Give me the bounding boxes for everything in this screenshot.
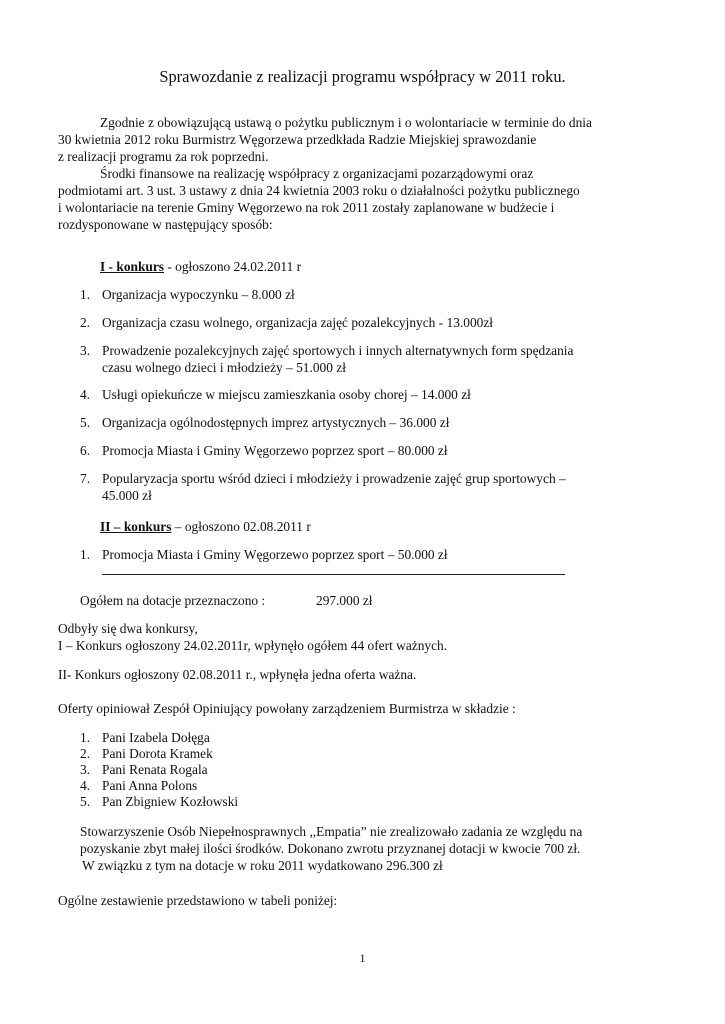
page-number: 1 <box>359 951 366 965</box>
intro-line: z realizacji programu za rok poprzedni. <box>58 149 269 164</box>
funds-line: podmiotami art. 3 ust. 3 ustawy z dnia 24 kwietnia 2003 roku o działalności pożytku publicznego <box>58 183 580 198</box>
total-label: Ogółem na dotacje przeznaczono : <box>80 593 266 608</box>
funds-line: Środki finansowe na realizację współpracy z organizacjami pozarządowymi oraz <box>100 166 534 181</box>
konkurs-2-result: II- Konkurs ogłoszony 02.08.2011 r., wpłynęła jedna oferta ważna. <box>58 667 417 682</box>
intro-line: Zgodnie z obowiązującą ustawą o pożytku publicznym i o wolontariacie w terminie do dnia <box>100 115 592 130</box>
total-value: 297.000 zł <box>316 593 373 608</box>
divider-line <box>102 574 565 575</box>
intro-paragraph <box>58 114 678 165</box>
konkurs-2-heading <box>100 518 311 535</box>
intro-line: 30 kwietnia 2012 roku Burmistrz Węgorzewa przedkłada Radzie Miejskiej sprawozdanie <box>58 132 537 147</box>
funds-line: i wolontariacie na terenie Gminy Węgorzewo na rok 2011 zostały zaplanowane w budżecie i <box>58 200 555 215</box>
empatia-paragraph: Stowarzyszenie Osób Niepełnosprawnych ,,Empatia” nie zrealizowało zadania ze względu na pozyskanie zbyt małej ilości środków. Dokonano zwrotu przyznanej dotacji w kwocie 700 zł. W związku z tym na dotacje w roku 2011 wydatkowano 296.300 zł <box>80 824 583 873</box>
konkurs-1-date: - ogłoszono 24.02.2011 r <box>164 259 302 274</box>
konkurs-1-heading <box>100 258 301 275</box>
committee-intro: Oferty opiniował Zespół Opiniujący powołany zarządzeniem Burmistrza w składzie : <box>58 701 516 716</box>
funds-line: rozdysponowane w następujący sposób: <box>58 217 273 232</box>
total-row <box>80 592 373 609</box>
document-title: Sprawozdanie z realizacji programu współpracy w 2011 roku. <box>159 67 566 86</box>
konkurs-2-label: II – konkurs <box>100 519 172 534</box>
summary-line: Ogólne zestawienie przedstawiono w tabeli poniżej: <box>58 893 338 908</box>
results-paragraph: Odbyły się dwa konkursy, I – Konkurs ogłoszony 24.02.2011r, wpłynęło ogółem 44 ofert ważnych. <box>58 621 448 653</box>
konkurs-1-label: I - konkurs <box>100 259 165 274</box>
funds-paragraph <box>58 165 678 233</box>
document-page: Sprawozdanie z realizacji programu współpracy w 2011 roku. Zgodnie z obowiązującą ustawą o pożytku publicznym i o wolontariacie w terminie do dnia 30 kwietnia 2012 roku Burmistrz Węgorzewa przedkłada Radzie Miejskiej sprawozdanie z realizacji programu za rok poprzedni. Środki finansowe na realizację współpracy z organizacjami pozarządowymi oraz podmiotami art. 3 ust. 3 ustawy z dnia 24 kwietnia 2003 roku o działalności pożytku publicznego i wolontariacie na terenie Gminy Węgorzewo na rok 2011 zostały zaplanowane w budżecie i rozdysponowane w następujący sposób: I - konkurs - ogłoszono 24.02.2011 r 1. Organizacja wypoczynku – 8.000 zł 2. Organizacja czasu wolnego, organizacja zajęć pozalekcyjnych - 13.000zł 3. Prowadzenie pozalekcyjnych zajęć sportowych i innych alternatywnych form spędzania czasu wolnego dzieci i młodzieży – 51.000 zł 4. Usługi opiekuńcze w miejscu zamieszkania osoby chorej – 14.000 zł 5. Organizacja ogólnodostępnych imprez artystycznych – 36.000 zł 6. Promocja Miasta i Gminy Węgorzewo poprzez sport – 80.000 zł 7. Popularyzacja sportu wśród dzieci i młodzieży i prowadzenie zajęć grup sportowych – 45.000 zł II – konkurs – ogłoszono 02.08.2011 r 1. Promocja Miasta i Gminy Węgorzewo poprzez sport – 50.000 zł Ogółem na dotacje przeznaczono : 297.000 zł Odbyły się dwa konkursy, I – Konkurs ogłoszony 24.02.2011r, wpłynęło ogółem 44 ofert ważnych. II- Konkurs ogłoszony 02.08.2011 r., wpłynęła jedna oferta ważna. Oferty opiniował Zespół Opiniujący powołany zarządzeniem Burmistrza w składzie : 1. Pani Izabela Dołęga 2. Pani Dorota Kramek 3. Pani Renata Rogala 4. Pani Anna Polons 5. Pan Zbigniew Kozłowski Stowarzyszenie Osób Niepełnosprawnych ,,Empatia” nie zrealizowało zadania ze względu na pozyskanie zbyt małej ilości środków. Dokonano zwrotu przyznanej dotacji w kwocie 700 zł. W związku z tym na dotacje w roku 2011 wydatkowano 296.300 zł Ogólne zestawienie przedstawiono w tabeli poniżej: 1 <box>0 0 725 1024</box>
konkurs-2-date: – ogłoszono 02.08.2011 r <box>171 519 311 534</box>
